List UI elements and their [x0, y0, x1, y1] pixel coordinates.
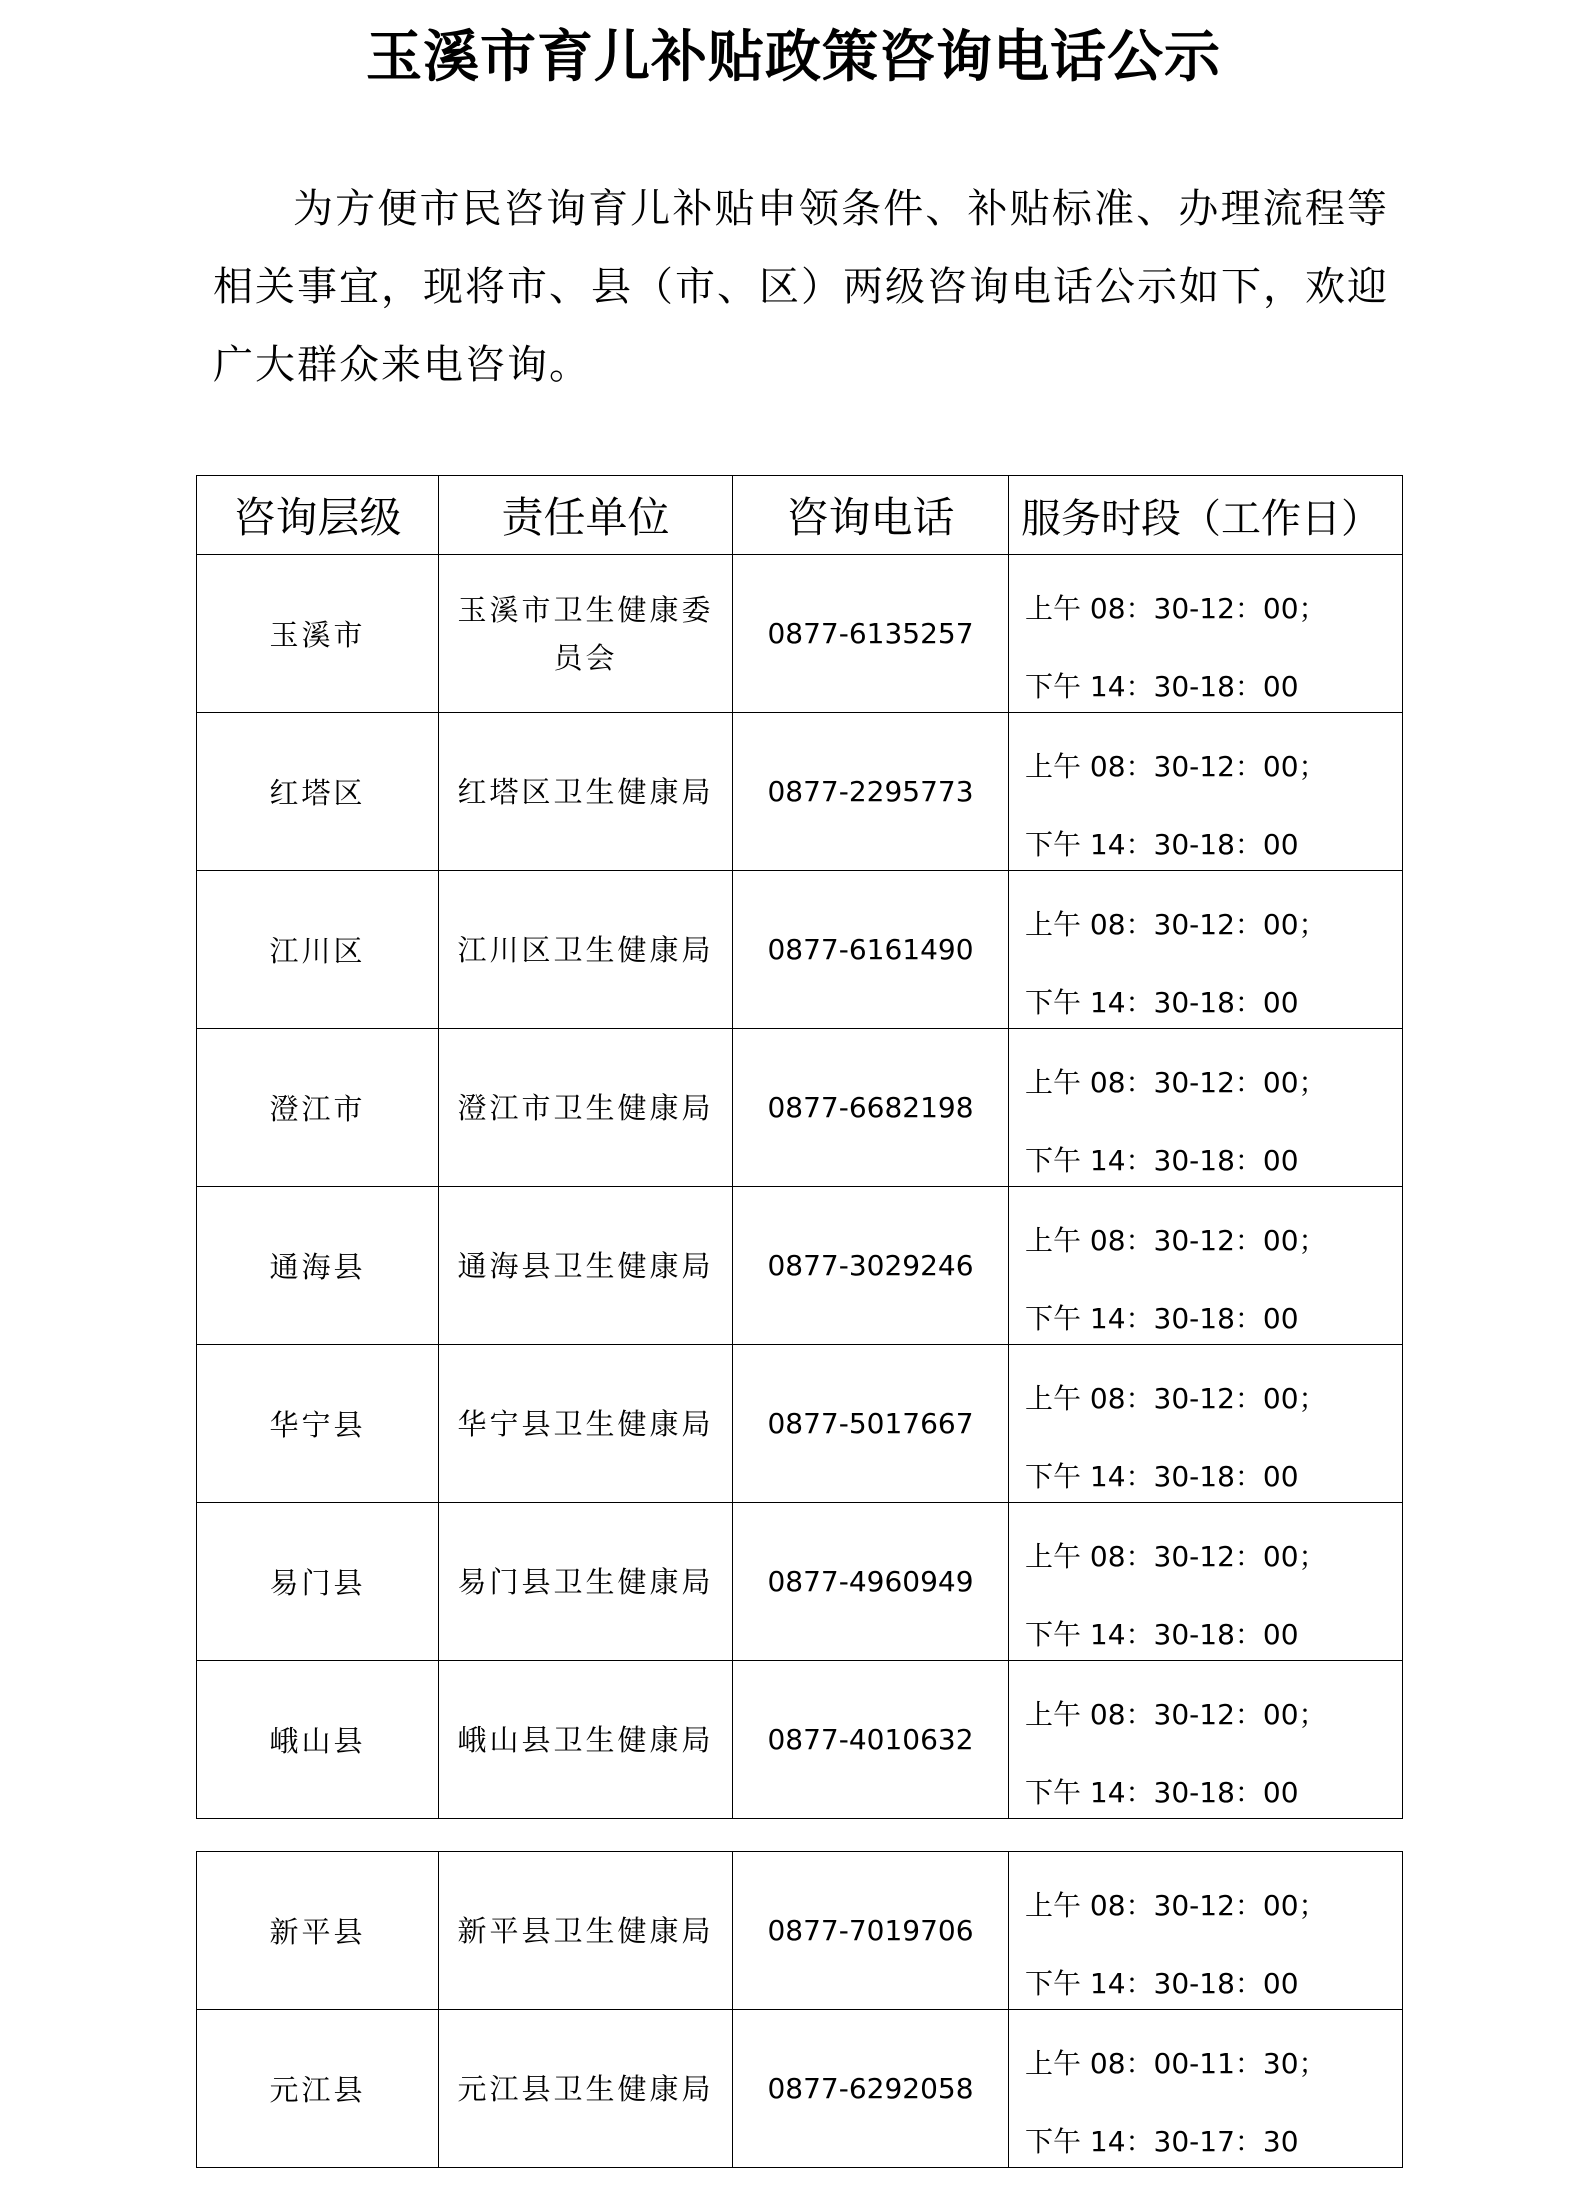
cell-level: 江川区 — [197, 871, 439, 1029]
hours-morning: 上午 08：30-12：00； — [1025, 1698, 1327, 1731]
cell-unit: 江川区卫生健康局 — [439, 871, 733, 1029]
hours-morning: 上午 08：30-12：00； — [1025, 1382, 1327, 1415]
cell-level: 红塔区 — [197, 713, 439, 871]
cell-hours — [1009, 1661, 1403, 1819]
hours-afternoon: 下午 14：30-17：30 — [1025, 2125, 1299, 2158]
table-row — [197, 1345, 1403, 1503]
cell-unit: 红塔区卫生健康局 — [439, 713, 733, 871]
cell-phone: 0877-7019706 — [733, 1852, 1009, 2010]
cell-level: 玉溪市 — [197, 555, 439, 713]
cell-unit: 通海县卫生健康局 — [439, 1187, 733, 1345]
hours-morning: 上午 08：30-12：00； — [1025, 750, 1327, 783]
header-phone: 咨询电话 — [733, 476, 1009, 555]
contact-table — [196, 475, 1403, 1819]
cell-unit: 新平县卫生健康局 — [439, 1852, 733, 2010]
hours-morning: 上午 08：00-11：30； — [1025, 2047, 1327, 2080]
cell-level: 峨山县 — [197, 1661, 439, 1819]
hours-afternoon: 下午 14：30-18：00 — [1025, 1618, 1299, 1651]
hours-morning: 上午 08：30-12：00； — [1025, 1224, 1327, 1257]
cell-unit: 元江县卫生健康局 — [439, 2010, 733, 2168]
table-row — [197, 713, 1403, 871]
hours-afternoon: 下午 14：30-18：00 — [1025, 1776, 1299, 1809]
header-level: 咨询层级 — [197, 476, 439, 555]
cell-level: 通海县 — [197, 1187, 439, 1345]
page-title: 玉溪市育儿补贴政策咨询电话公示 — [366, 24, 1221, 90]
cell-hours — [1009, 1187, 1403, 1345]
table-row — [197, 555, 1403, 713]
cell-phone: 0877-6292058 — [733, 2010, 1009, 2168]
hours-morning: 上午 08：30-12：00； — [1025, 592, 1327, 625]
header-unit: 责任单位 — [439, 476, 733, 555]
cell-hours — [1009, 555, 1403, 713]
table-row — [197, 1852, 1403, 2010]
hours-afternoon: 下午 14：30-18：00 — [1025, 670, 1299, 703]
hours-morning: 上午 08：30-12：00； — [1025, 1889, 1327, 1922]
intro-paragraph: 为方便市民咨询育儿补贴申领条件、补贴标准、办理流程等相关事宜，现将市、县（市、区）两级咨询电话公示如下，欢迎广大群众来电咨询。 — [213, 186, 1389, 388]
cell-hours — [1009, 2010, 1403, 2168]
cell-phone: 0877-6682198 — [733, 1029, 1009, 1187]
table-row — [197, 1503, 1403, 1661]
cell-unit: 澄江市卫生健康局 — [439, 1029, 733, 1187]
table-row — [197, 1661, 1403, 1819]
cell-unit: 玉溪市卫生健康委员会 — [439, 555, 733, 713]
cell-unit: 峨山县卫生健康局 — [439, 1661, 733, 1819]
cell-hours — [1009, 1503, 1403, 1661]
cell-unit: 华宁县卫生健康局 — [439, 1345, 733, 1503]
cell-hours — [1009, 871, 1403, 1029]
hours-afternoon: 下午 14：30-18：00 — [1025, 1967, 1299, 2000]
cell-hours — [1009, 1029, 1403, 1187]
hours-afternoon: 下午 14：30-18：00 — [1025, 1460, 1299, 1493]
cell-level: 元江县 — [197, 2010, 439, 2168]
cell-unit: 易门县卫生健康局 — [439, 1503, 733, 1661]
cell-phone: 0877-6135257 — [733, 555, 1009, 713]
hours-morning: 上午 08：30-12：00； — [1025, 1066, 1327, 1099]
cell-phone: 0877-4960949 — [733, 1503, 1009, 1661]
cell-phone: 0877-6161490 — [733, 871, 1009, 1029]
table-row — [197, 2010, 1403, 2168]
cell-hours — [1009, 1345, 1403, 1503]
hours-afternoon: 下午 14：30-18：00 — [1025, 986, 1299, 1019]
contact-table-continued — [196, 1851, 1403, 2168]
cell-phone: 0877-4010632 — [733, 1661, 1009, 1819]
hours-morning: 上午 08：30-12：00； — [1025, 1540, 1327, 1573]
cell-level: 华宁县 — [197, 1345, 439, 1503]
cell-level: 澄江市 — [197, 1029, 439, 1187]
table-row — [197, 1029, 1403, 1187]
hours-afternoon: 下午 14：30-18：00 — [1025, 828, 1299, 861]
cell-level: 新平县 — [197, 1852, 439, 2010]
cell-phone: 0877-2295773 — [733, 713, 1009, 871]
cell-level: 易门县 — [197, 1503, 439, 1661]
table-row — [197, 1187, 1403, 1345]
table-header-row — [197, 476, 1403, 555]
cell-hours — [1009, 713, 1403, 871]
header-hours: 服务时段（工作日） — [1009, 476, 1403, 555]
cell-hours — [1009, 1852, 1403, 2010]
hours-afternoon: 下午 14：30-18：00 — [1025, 1144, 1299, 1177]
hours-morning: 上午 08：30-12：00； — [1025, 908, 1327, 941]
table-row — [197, 871, 1403, 1029]
hours-afternoon: 下午 14：30-18：00 — [1025, 1302, 1299, 1335]
cell-phone: 0877-3029246 — [733, 1187, 1009, 1345]
cell-phone: 0877-5017667 — [733, 1345, 1009, 1503]
